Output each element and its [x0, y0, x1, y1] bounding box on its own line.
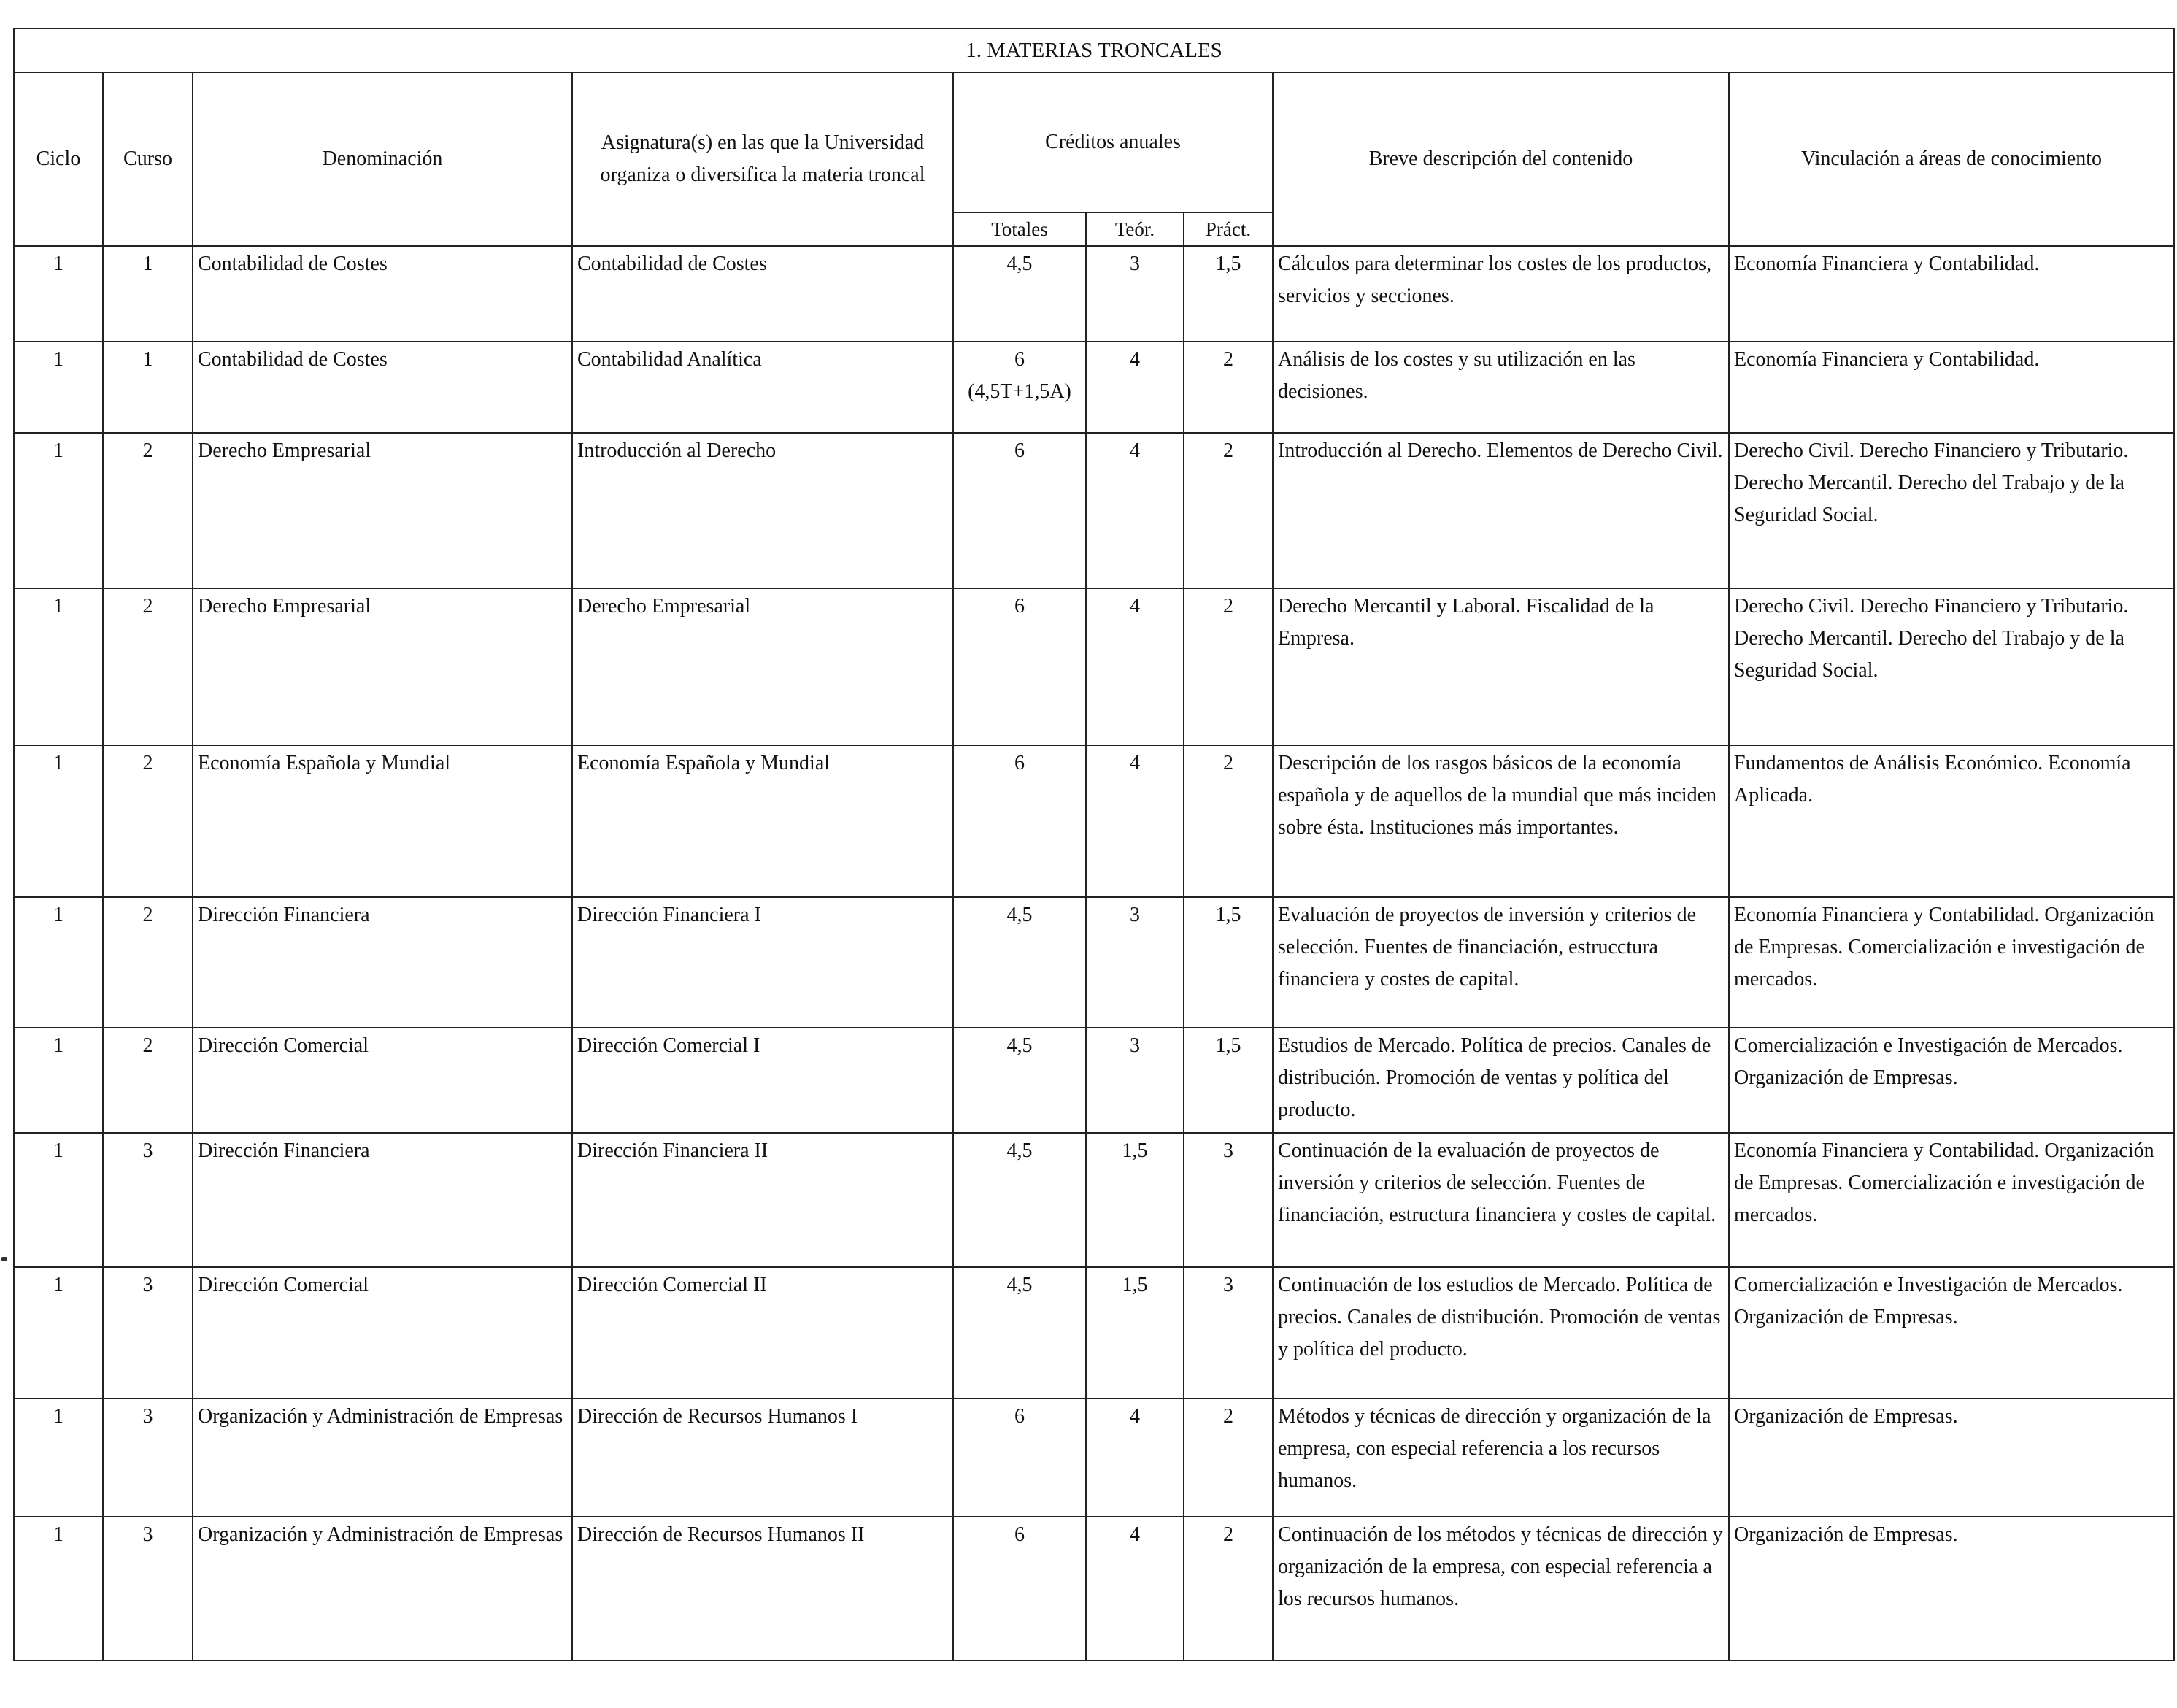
table-row	[14, 246, 2174, 342]
cell-descripcion: Continuación de la evaluación de proyectos de inversión y criterios de selección. Fuentes de financiación, estructura financiera y costes de capital.	[1273, 1133, 1729, 1267]
totales-breakdown: (4,5T+1,5A)	[968, 380, 1071, 403]
header-totales: Totales	[953, 212, 1086, 246]
cell-vinculacion: Fundamentos de Análisis Económico. Economía Aplicada.	[1729, 745, 2174, 897]
cell-teor: 4	[1086, 1517, 1184, 1661]
header-creditos: Créditos anuales	[953, 72, 1273, 212]
cell-teor: 4	[1086, 588, 1184, 745]
cell-ciclo: 1	[14, 1267, 103, 1399]
cell-asignatura: Dirección Financiera II	[572, 1133, 953, 1267]
cell-teor: 1,5	[1086, 1133, 1184, 1267]
table-row	[14, 1399, 2174, 1517]
cell-vinculacion: Derecho Civil. Derecho Financiero y Tributario. Derecho Mercantil. Derecho del Trabajo y de la Seguridad Social.	[1729, 433, 2174, 588]
header-vinculacion: Vinculación a áreas de conocimiento	[1729, 72, 2174, 246]
cell-totales	[953, 1133, 1086, 1267]
cell-ciclo: 1	[14, 745, 103, 897]
cell-pract: 2	[1184, 745, 1273, 897]
cell-asignatura: Dirección de Recursos Humanos I	[572, 1399, 953, 1517]
cell-asignatura: Dirección Comercial II	[572, 1267, 953, 1399]
cell-totales	[953, 246, 1086, 342]
totales-value: 4,5	[1006, 253, 1033, 275]
totales-value: 6	[1014, 1405, 1025, 1428]
cell-descripcion: Cálculos para determinar los costes de los productos, servicios y secciones.	[1273, 246, 1729, 342]
totales-value: 6	[1014, 752, 1025, 774]
cell-vinculacion: Comercialización e Investigación de Mercados. Organización de Empresas.	[1729, 1267, 2174, 1399]
cell-pract: 3	[1184, 1267, 1273, 1399]
cell-curso: 3	[103, 1133, 193, 1267]
cell-asignatura: Introducción al Derecho	[572, 433, 953, 588]
table-body	[14, 246, 2174, 1661]
cell-denominacion: Contabilidad de Costes	[193, 342, 572, 433]
cell-totales	[953, 433, 1086, 588]
cell-vinculacion: Economía Financiera y Contabilidad.	[1729, 246, 2174, 342]
table-row	[14, 1028, 2174, 1133]
cell-ciclo: 1	[14, 433, 103, 588]
cell-descripcion: Continuación de los métodos y técnicas de dirección y organización de la empresa, con especial referencia a los recursos humanos.	[1273, 1517, 1729, 1661]
cell-asignatura: Dirección Financiera I	[572, 897, 953, 1028]
cell-totales	[953, 897, 1086, 1028]
totales-value: 4,5	[1006, 1139, 1033, 1162]
cell-asignatura: Dirección Comercial I	[572, 1028, 953, 1133]
cell-denominacion: Organización y Administración de Empresas	[193, 1399, 572, 1517]
cell-pract: 2	[1184, 588, 1273, 745]
cell-asignatura: Derecho Empresarial	[572, 588, 953, 745]
cell-denominacion: Dirección Comercial	[193, 1028, 572, 1133]
cell-denominacion: Dirección Comercial	[193, 1267, 572, 1399]
cell-vinculacion: Derecho Civil. Derecho Financiero y Tributario. Derecho Mercantil. Derecho del Trabajo y de la Seguridad Social.	[1729, 588, 2174, 745]
cell-pract: 2	[1184, 1517, 1273, 1661]
cell-descripcion: Derecho Mercantil y Laboral. Fiscalidad de la Empresa.	[1273, 588, 1729, 745]
totales-value: 4,5	[1006, 904, 1033, 926]
header-curso: Curso	[103, 72, 193, 246]
cell-totales	[953, 1517, 1086, 1661]
cell-pract: 1,5	[1184, 1028, 1273, 1133]
cell-teor: 4	[1086, 745, 1184, 897]
header-descripcion: Breve descripción del contenido	[1273, 72, 1729, 246]
totales-value: 4,5	[1006, 1274, 1033, 1296]
header-teor: Teór.	[1086, 212, 1184, 246]
cell-descripcion: Descripción de los rasgos básicos de la economía española y de aquellos de la mundial que más inciden sobre ésta. Instituciones más importantes.	[1273, 745, 1729, 897]
cell-ciclo: 1	[14, 1517, 103, 1661]
cell-curso: 2	[103, 588, 193, 745]
cell-curso: 3	[103, 1517, 193, 1661]
cell-pract: 3	[1184, 1133, 1273, 1267]
cell-curso: 1	[103, 342, 193, 433]
cell-denominacion: Derecho Empresarial	[193, 433, 572, 588]
cell-vinculacion: Organización de Empresas.	[1729, 1399, 2174, 1517]
cell-descripcion: Introducción al Derecho. Elementos de Derecho Civil.	[1273, 433, 1729, 588]
totales-value: 6	[1014, 595, 1025, 618]
cell-denominacion: Organización y Administración de Empresas	[193, 1517, 572, 1661]
totales-value: 6	[1014, 1523, 1025, 1546]
cell-vinculacion: Economía Financiera y Contabilidad.	[1729, 342, 2174, 433]
cell-descripcion: Análisis de los costes y su utilización en las decisiones.	[1273, 342, 1729, 433]
header-asignaturas: Asignatura(s) en las que la Universidad organiza o diversifica la materia troncal	[572, 72, 953, 246]
cell-descripcion: Evaluación de proyectos de inversión y criterios de selección. Fuentes de financiación, estrucctura financiera y costes de capital.	[1273, 897, 1729, 1028]
totales-value: 6	[1014, 439, 1025, 462]
table-row	[14, 1133, 2174, 1267]
table-row	[14, 745, 2174, 897]
cell-asignatura: Dirección de Recursos Humanos II	[572, 1517, 953, 1661]
cell-denominacion: Economía Española y Mundial	[193, 745, 572, 897]
table-row	[14, 897, 2174, 1028]
cell-ciclo: 1	[14, 342, 103, 433]
table-row	[14, 588, 2174, 745]
cell-pract: 1,5	[1184, 897, 1273, 1028]
cell-pract: 2	[1184, 1399, 1273, 1517]
cell-ciclo: 1	[14, 246, 103, 342]
cell-denominacion: Derecho Empresarial	[193, 588, 572, 745]
cell-denominacion: Dirección Financiera	[193, 897, 572, 1028]
header-pract: Práct.	[1184, 212, 1273, 246]
cell-curso: 2	[103, 897, 193, 1028]
cell-descripcion: Continuación de los estudios de Mercado. Política de precios. Canales de distribución. Promoción de ventas y política del producto.	[1273, 1267, 1729, 1399]
cell-totales	[953, 1028, 1086, 1133]
cell-denominacion: Contabilidad de Costes	[193, 246, 572, 342]
table-row	[14, 342, 2174, 433]
table-title: 1. MATERIAS TRONCALES	[14, 28, 2174, 72]
header-denominacion: Denominación	[193, 72, 572, 246]
cell-vinculacion: Economía Financiera y Contabilidad. Organización de Empresas. Comercialización e investigación de mercados.	[1729, 1133, 2174, 1267]
cell-denominacion: Dirección Financiera	[193, 1133, 572, 1267]
totales-value: 4,5	[1006, 1034, 1033, 1057]
cell-totales	[953, 588, 1086, 745]
cell-curso: 3	[103, 1399, 193, 1517]
cell-descripcion: Métodos y técnicas de dirección y organización de la empresa, con especial referencia a los recursos humanos.	[1273, 1399, 1729, 1517]
cell-ciclo: 1	[14, 1028, 103, 1133]
cell-curso: 1	[103, 246, 193, 342]
cell-teor: 3	[1086, 897, 1184, 1028]
totales-value: 6	[1014, 348, 1025, 371]
cell-ciclo: 1	[14, 1133, 103, 1267]
cell-vinculacion: Comercialización e Investigación de Mercados. Organización de Empresas.	[1729, 1028, 2174, 1133]
cell-teor: 3	[1086, 1028, 1184, 1133]
cell-asignatura: Contabilidad de Costes	[572, 246, 953, 342]
cell-teor: 3	[1086, 246, 1184, 342]
cell-ciclo: 1	[14, 588, 103, 745]
cell-pract: 2	[1184, 342, 1273, 433]
cell-totales	[953, 1267, 1086, 1399]
cell-curso: 2	[103, 433, 193, 588]
cell-asignatura: Economía Española y Mundial	[572, 745, 953, 897]
table-row	[14, 1267, 2174, 1399]
cell-vinculacion: Organización de Empresas.	[1729, 1517, 2174, 1661]
table-row	[14, 433, 2174, 588]
cell-pract: 1,5	[1184, 246, 1273, 342]
table-row	[14, 1517, 2174, 1661]
cell-curso: 2	[103, 1028, 193, 1133]
header-ciclo: Ciclo	[14, 72, 103, 246]
materias-troncales-table	[13, 28, 2175, 1661]
cell-totales	[953, 1399, 1086, 1517]
cell-teor: 4	[1086, 433, 1184, 588]
cell-vinculacion: Economía Financiera y Contabilidad. Organización de Empresas. Comercialización e investigación de mercados.	[1729, 897, 2174, 1028]
cell-teor: 1,5	[1086, 1267, 1184, 1399]
cell-curso: 2	[103, 745, 193, 897]
cell-totales	[953, 745, 1086, 897]
cell-totales	[953, 342, 1086, 433]
cell-curso: 3	[103, 1267, 193, 1399]
cell-ciclo: 1	[14, 897, 103, 1028]
scan-speck	[1, 1257, 7, 1261]
cell-asignatura: Contabilidad Analítica	[572, 342, 953, 433]
cell-teor: 4	[1086, 342, 1184, 433]
cell-teor: 4	[1086, 1399, 1184, 1517]
cell-descripcion: Estudios de Mercado. Política de precios. Canales de distribución. Promoción de ventas y política del producto.	[1273, 1028, 1729, 1133]
materias-troncales-sheet	[13, 28, 2173, 1690]
cell-pract: 2	[1184, 433, 1273, 588]
cell-ciclo: 1	[14, 1399, 103, 1517]
